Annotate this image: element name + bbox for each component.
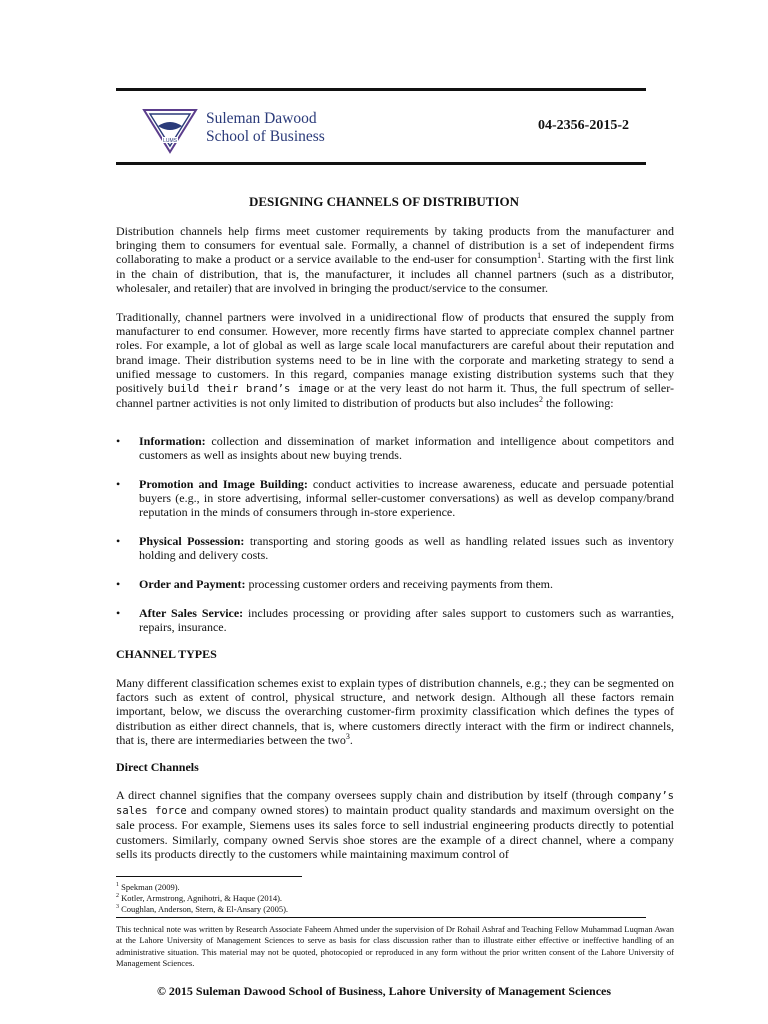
footnote-separator xyxy=(116,876,302,877)
technical-note: This technical note was written by Research Associate Faheem Ahmed under the supervision of Dr Rohail Ashraf and Teaching Fellow Muhammad Luqman Awan at the Lahore University of Management Sciences to serve as basis for class discussion rather than to illustrate either effective or ineffective handling of an administrative situation. This material may not be quoted, photocopied or reproduced in any form without the prior written consent of the Lahore University of Management Sciences. xyxy=(116,924,674,968)
svg-text:LUMS: LUMS xyxy=(163,138,177,144)
institution-line-2: School of Business xyxy=(206,128,325,145)
document-title: DESIGNING CHANNELS OF DISTRIBUTION xyxy=(248,194,520,209)
institution-line-1: Suleman Dawood xyxy=(206,110,317,127)
channel-types-paragraph: Many different classification schemes exist to explain types of distribution channels, e.g.; they can be segmented on factors such as extent of control, physical structure, and network design. Although all these factors remain important, below, we discuss the overarching customer-firm proximity classification which defines the types of distribution as either direct channels, that is, where customers directly interact with the firm or indirect channels, that is, there are intermediaries between the two$^3$. xyxy=(116,676,674,747)
bullet-marker: • xyxy=(116,477,121,491)
header-bottom-rule xyxy=(116,162,646,165)
bullet-after-sales: After Sales Service: includes processing or providing after sales support to customers such as warranties, repairs, insurance. xyxy=(139,606,674,635)
intro-paragraph: Distribution channels help firms meet customer requirements by taking products from the manufacturer and bringing them to consumers for eventual sale. Formally, a channel of distribution is a set of independent firms collaborating to make a product or a service available to the end-user for consumption$^1$. Starting with the first link in the chain of distribution, that is, the manufacturer, it includes all channel partners (such as a distributor, wholesaler, and retailer) that are involved in bringing the product/service to the consumer. xyxy=(116,224,674,295)
bullet-marker: • xyxy=(116,577,121,591)
section-heading-channel-types: CHANNEL TYPES xyxy=(116,647,217,661)
footnote-1: $^1$ Spekman (2009). xyxy=(116,881,180,892)
bullet-information: Information: collection and dissemination of market information and intelligence about competitors and customers as well as insights about new buying trends. xyxy=(139,434,674,463)
traditional-paragraph: Traditionally, channel partners were involved in a unidirectional flow of products that ensured the supply from manufacturer to end consumer. However, more recently firms have started to appreciate complex channel partner roles. For example, a lot of global as well as large scale local manufacturers are careful about their reputation and brand image. Their distribution systems need to be in line with the corporate and marketing strategy to send a unified message to customers. In this regard, companies manage existing distribution systems such that they positively build their brand’s image or at the very least do not harm it. Thus, the full spectrum of seller-channel partner activities is not only limited to distribution of products but also includes$^2$ the following: xyxy=(116,310,674,411)
section-heading-direct-channels: Direct Channels xyxy=(116,760,199,774)
footnote-ref-3[interactable]: 3 xyxy=(345,731,350,741)
bullet-physical-possession: Physical Possession: transporting and storing goods as well as handling related issues such as inventory holding and delivery costs. xyxy=(139,534,674,563)
bullet-marker: • xyxy=(116,606,121,620)
bullet-order-payment: Order and Payment: processing customer orders and receiving payments from them. xyxy=(139,577,554,591)
footnote-3: $^3$ Coughlan, Anderson, Stern, & El-Ansary (2005). xyxy=(116,903,289,914)
header-top-rule xyxy=(116,88,646,91)
copyright-footer: © 2015 Suleman Dawood School of Business, Lahore University of Management Sciences xyxy=(156,984,612,998)
note-separator xyxy=(116,917,646,918)
bullet-marker: • xyxy=(116,534,121,548)
case-code: 04-2356-2015-2 xyxy=(538,118,629,133)
bullet-promotion: Promotion and Image Building: conduct activities to increase awareness, educate and persuade potential buyers (e.g., in store advertising, informal seller-customer conversations) as well as develop company/brand reputation in the minds of consumers through in-store experience. xyxy=(139,477,674,520)
direct-channels-paragraph: A direct channel signifies that the company oversees supply chain and distribution by itself (through company’s sales force and company owned stores) to maintain product quality standards and maximum oversight on the sale process. For example, Siemens uses its sales force to sell industrial engineering products directly to potential customers. Similarly, company owned Servis shoe stores are the example of a direct channel, where a company sells its products directly to the customers while maintaining maximum control of xyxy=(116,788,674,861)
lums-emblem-icon xyxy=(140,104,200,156)
footnote-ref-1[interactable]: 1 xyxy=(537,251,542,261)
footnote-ref-2[interactable]: 2 xyxy=(538,395,543,405)
school-logo xyxy=(140,104,340,156)
footnote-2: $^2$ Kotler, Armstrong, Agnihotri, & Haque (2014). xyxy=(116,892,283,903)
bullet-marker: • xyxy=(116,434,121,448)
institution-name xyxy=(206,110,325,146)
